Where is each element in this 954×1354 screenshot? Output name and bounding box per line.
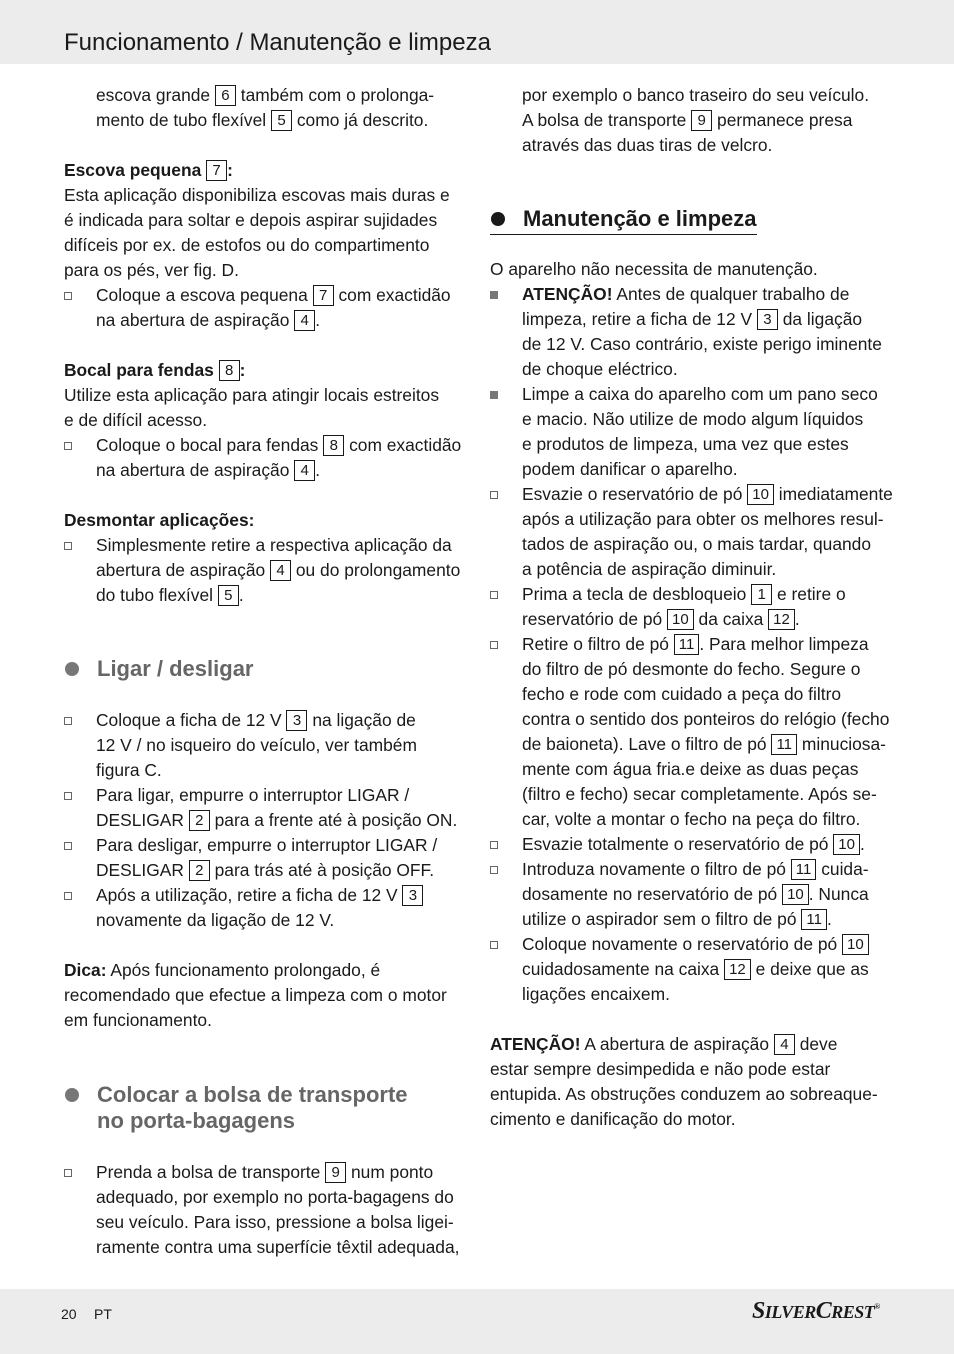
checkbox-bullet-icon: [490, 841, 498, 849]
ref-box: 10: [842, 934, 869, 955]
text-line: por exemplo o banco traseiro do seu veículo.: [522, 85, 870, 105]
warning-line: ATENÇÃO! A abertura de aspiração 4 deve: [490, 1034, 838, 1054]
bullet-dot-icon: [65, 1088, 79, 1102]
ref-box: 9: [691, 110, 712, 131]
checkbox-bullet-icon: [490, 941, 498, 949]
text-line: do tubo flexível 5 .: [96, 585, 244, 605]
subheading-crevice: Bocal para fendas 8 :: [64, 360, 246, 380]
text-line: (filtro e fecho) secar completamente. Após se-: [522, 784, 877, 804]
bullet-dot-icon: [65, 662, 79, 676]
checkbox-bullet-icon: [64, 542, 72, 550]
checkbox-bullet-icon: [64, 292, 72, 300]
ref-box: 1: [751, 584, 772, 605]
ref-box: 3: [757, 309, 778, 330]
checkbox-bullet-icon: [64, 442, 72, 450]
list-item: Coloque a ficha de 12 V 3 na ligação de: [64, 708, 468, 733]
text-line: 12 V / no isqueiro do veículo, ver também: [96, 735, 417, 755]
text-line: reservatório de pó 10 da caixa 12 .: [522, 609, 800, 629]
right-column: [490, 83, 896, 1132]
text-line: entupida. As obstruções conduzem ao sobreaque-: [490, 1084, 878, 1104]
ref-box: 8: [219, 360, 240, 381]
checkbox-bullet-icon: [64, 717, 72, 725]
text-line: contra o sentido dos ponteiros do relógio (fecho: [522, 709, 890, 729]
text-line: do filtro de pó desmonte do fecho. Segure o: [522, 659, 861, 679]
list-item: Limpe a caixa do aparelho com um pano seco: [490, 382, 896, 407]
list-item: Após a utilização, retire a ficha de 12 V 3: [64, 883, 468, 908]
text-line: de baioneta). Lave o filtro de pó 11 minuciosa-: [522, 734, 886, 754]
text-line: cimento e danificação do motor.: [490, 1109, 736, 1129]
text-line: para os pés, ver fig. D.: [64, 260, 239, 280]
list-item: Esvazie o reservatório de pó 10 imediatamente: [490, 482, 896, 507]
checkbox-bullet-icon: [490, 491, 498, 499]
text-line: utilize o aspirador sem o filtro de pó 11 .: [522, 909, 832, 929]
page-number: 20: [61, 1306, 77, 1322]
text-line: figura C.: [96, 760, 162, 780]
list-item: Para ligar, empurre o interruptor LIGAR /: [64, 783, 468, 808]
text-line: após a utilização para obter os melhores resul-: [522, 509, 884, 529]
text-line: estar sempre desimpedida e não pode estar: [490, 1059, 831, 1079]
list-item: Coloque novamente o reservatório de pó 10: [490, 932, 896, 957]
ref-box: 11: [791, 859, 817, 880]
text-line: mento de tubo flexível 5 como já descrito.: [96, 110, 429, 130]
list-item: Para desligar, empurre o interruptor LIGAR /: [64, 833, 468, 858]
section-heading-bag: Colocar a bolsa de transporte no porta-bagagens: [64, 1082, 468, 1134]
language-code: PT: [94, 1306, 112, 1322]
ref-box: 2: [189, 860, 210, 881]
page-header: [0, 0, 954, 64]
checkbox-bullet-icon: [64, 892, 72, 900]
list-item: Prenda a bolsa de transporte 9 num ponto: [64, 1160, 468, 1185]
text-line: podem danificar o aparelho.: [522, 459, 738, 479]
section-heading-onoff: Ligar / desligar: [64, 656, 468, 682]
text-line: mente com água fria.e deixe as duas peças: [522, 759, 859, 779]
text-line: e de difícil acesso.: [64, 410, 208, 430]
warning-item: ATENÇÃO! Antes de qualquer trabalho de: [490, 282, 896, 307]
subheading-remove: Desmontar aplicações:: [64, 510, 255, 530]
checkbox-bullet-icon: [490, 591, 498, 599]
ref-box: 11: [801, 909, 827, 930]
ref-box: 10: [782, 884, 809, 905]
text-line: difíceis por ex. de estofos ou do compartimento: [64, 235, 430, 255]
ref-box: 3: [402, 885, 423, 906]
text-line: novamente da ligação de 12 V.: [96, 910, 335, 930]
left-column: [64, 83, 468, 1260]
text-line: adequado, por exemplo no porta-bagagens do: [96, 1187, 454, 1207]
text-line: seu veículo. Para isso, pressione a bolsa ligei-: [96, 1212, 454, 1232]
section-heading-maintenance: Manutenção e limpeza: [490, 206, 757, 235]
ref-box: 2: [189, 810, 210, 831]
list-item: Introduza novamente o filtro de pó 11 cuida-: [490, 857, 896, 882]
text-line: dosamente no reservatório de pó 10 . Nunca: [522, 884, 869, 904]
text-line: ligações encaixem.: [522, 984, 670, 1004]
text-line: recomendado que efectue a limpeza com o motor: [64, 985, 447, 1005]
text-line: através das duas tiras de velcro.: [522, 135, 773, 155]
text-line: cuidadosamente na caixa 12 e deixe que as: [522, 959, 869, 979]
ref-box: 12: [724, 959, 751, 980]
ref-box: 5: [271, 110, 292, 131]
checkbox-bullet-icon: [490, 641, 498, 649]
text-line: Utilize esta aplicação para atingir locais estreitos: [64, 385, 440, 405]
list-item: Prima a tecla de desbloqueio 1 e retire o: [490, 582, 896, 607]
list-item: Simplesmente retire a respectiva aplicação da: [64, 533, 468, 558]
text-line: de choque eléctrico.: [522, 359, 678, 379]
text-line: car, volte a montar o fecho na peça do filtro.: [522, 809, 861, 829]
ref-box: 11: [771, 734, 797, 755]
list-item: Retire o filtro de pó 11 . Para melhor limpeza: [490, 632, 896, 657]
ref-box: 4: [294, 460, 315, 481]
checkbox-bullet-icon: [490, 866, 498, 874]
ref-box: 4: [774, 1034, 795, 1055]
ref-box: 4: [270, 560, 291, 581]
text-line: ramente contra uma superfície têxtil adequada,: [96, 1237, 460, 1257]
text-line: fecho e rode com cuidado a peça do filtro: [522, 684, 842, 704]
bullet-dot-icon: [491, 212, 505, 226]
text-line: na abertura de aspiração 4 .: [96, 310, 321, 330]
square-bullet-icon: [490, 391, 498, 399]
ref-box: 11: [674, 634, 700, 655]
list-item: Coloque a escova pequena 7 com exactidão: [64, 283, 468, 308]
ref-box: 7: [206, 160, 227, 181]
text-line: e macio. Não utilize de modo algum líquidos: [522, 409, 864, 429]
checkbox-bullet-icon: [64, 842, 72, 850]
text-line: de 12 V. Caso contrário, existe perigo iminente: [522, 334, 882, 354]
ref-box: 6: [215, 85, 236, 106]
checkbox-bullet-icon: [64, 1169, 72, 1177]
list-item: Esvazie totalmente o reservatório de pó 10 .: [490, 832, 896, 857]
ref-box: 7: [313, 285, 334, 306]
text-line: O aparelho não necessita de manutenção.: [490, 259, 818, 279]
text-line: DESLIGAR 2 para a frente até à posição ON.: [96, 810, 458, 830]
text-line: limpeza, retire a ficha de 12 V 3 da ligação: [522, 309, 863, 329]
text-line: escova grande 6 também com o prolonga-: [96, 85, 435, 105]
text-line: a potência de aspiração diminuir.: [522, 559, 777, 579]
ref-box: 4: [294, 310, 315, 331]
text-line: e produtos de limpeza, uma vez que estes: [522, 434, 849, 454]
checkbox-bullet-icon: [64, 792, 72, 800]
ref-box: 9: [325, 1162, 346, 1183]
square-bullet-icon: [490, 291, 498, 299]
subheading-small-brush: Escova pequena 7 :: [64, 160, 233, 180]
ref-box: 3: [286, 710, 307, 731]
text-line: é indicada para soltar e depois aspirar sujidades: [64, 210, 438, 230]
ref-box: 10: [833, 834, 860, 855]
page-title: Funcionamento / Manutenção e limpeza: [64, 29, 491, 56]
ref-box: 8: [323, 435, 344, 456]
text-line: A bolsa de transporte 9 permanece presa: [522, 110, 853, 130]
text-line: DESLIGAR 2 para trás até à posição OFF.: [96, 860, 435, 880]
ref-box: 12: [768, 609, 795, 630]
ref-box: 5: [218, 585, 239, 606]
brand-logo: SILVERCREST®: [752, 1298, 880, 1324]
ref-box: 10: [747, 484, 774, 505]
text-line: abertura de aspiração 4 ou do prolongamento: [96, 560, 461, 580]
list-item: Coloque o bocal para fendas 8 com exactidão: [64, 433, 468, 458]
ref-box: 10: [667, 609, 694, 630]
text-line: na abertura de aspiração 4 .: [96, 460, 321, 480]
text-line: tados de aspiração ou, o mais tardar, quando: [522, 534, 872, 554]
text-line: em funcionamento.: [64, 1010, 212, 1030]
text-line: Esta aplicação disponibiliza escovas mais duras e: [64, 185, 450, 205]
tip-line: Dica: Após funcionamento prolongado, é: [64, 960, 381, 980]
